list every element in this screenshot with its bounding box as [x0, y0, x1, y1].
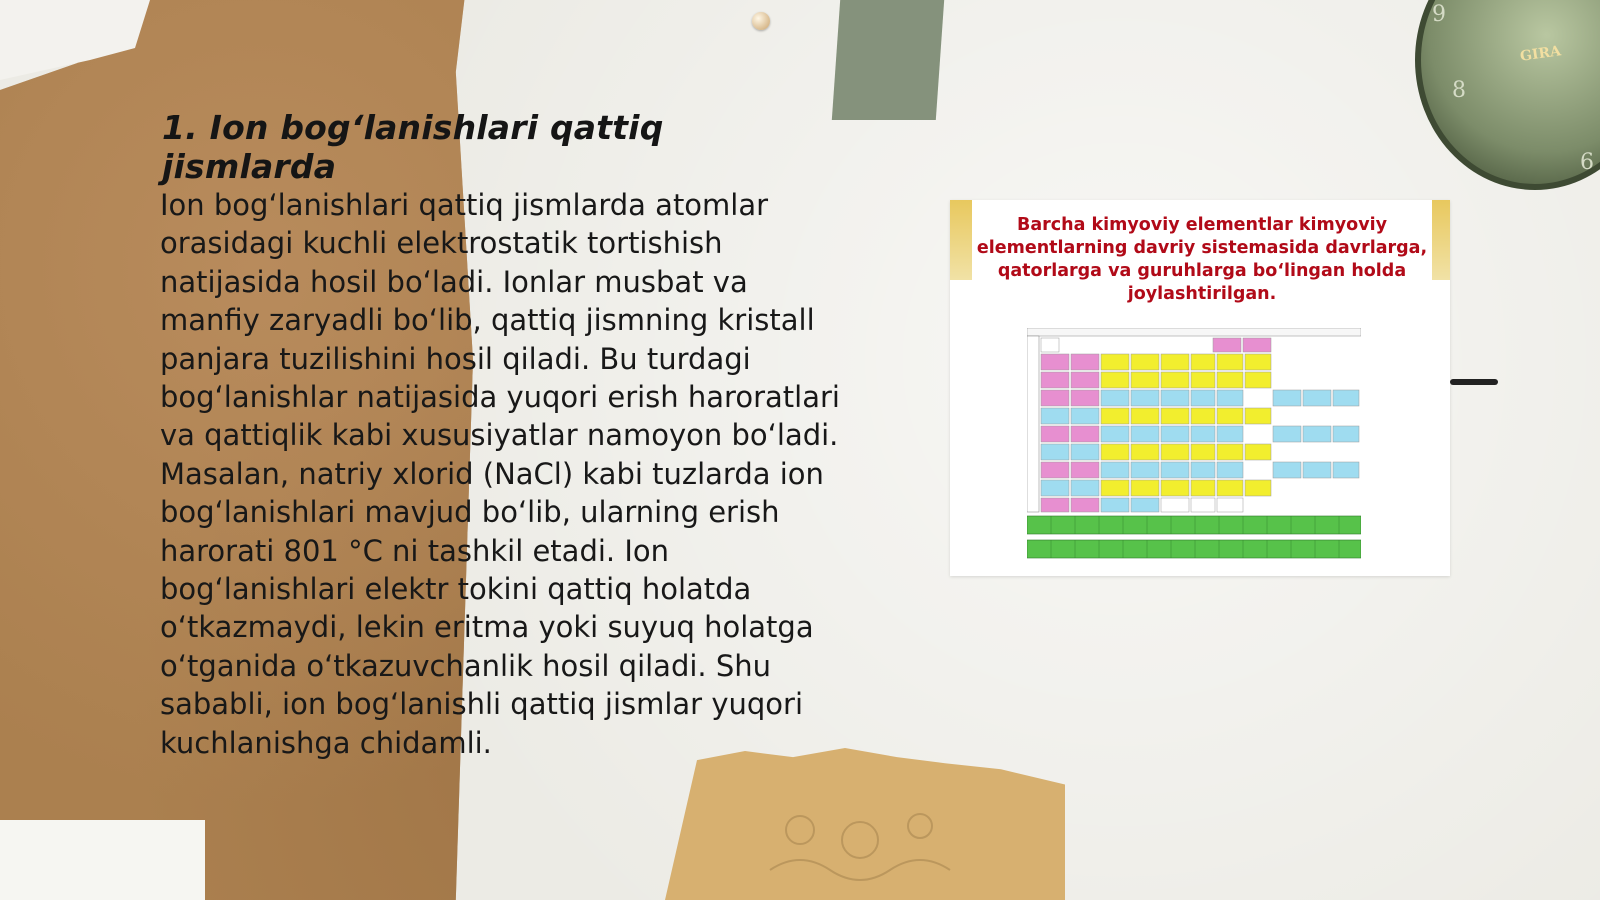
image-caption: Barcha kimyoviy elementlar kimyoviy elementlarning davriy sistemasida davrlarga, qatorlarga va guruhlarga bo‘lingan holda joylashtirilgan. [976, 215, 1428, 304]
periodic-table-image [950, 200, 1450, 576]
clock-numeral: 6 [1580, 150, 1594, 175]
card-stripe [1432, 200, 1450, 280]
slide-body-text: Ion bog‘lanishlari qattiq jismlarda atomlar orasidagi kuchli elektrostatik tortishish natijasida hosil bo‘ladi. Ionlar musbat va manfiy zaryadli bo‘lib, qattiq jismning kristall panjara tuzilishini hosil qiladi. Bu turdagi bog‘lanishlar natijasida yuqori erish haroratlari va qattiqlik kabi xususiyatlar namoyon bo‘ladi. Masalan, natriy xlorid (NaCl) kabi tuzlarda ion bog‘lanishlari mavjud bo‘lib, ularning erish harorati 801 °C ni tashkil etadi. Ion bog‘lanishlari elektr tokini qattiq holatda o‘tkazmaydi, lekin eritma yoki suyuq holatga o‘tganida o‘tkazuvchanlik hosil qiladi. Shu sababli, ion bog‘lanishli qattiq jismlar yuqori kuchlanishga chidamli. [160, 188, 840, 760]
periodic-table-grid [1027, 328, 1361, 560]
ornament-icon [760, 790, 960, 890]
clock-label: GIRA [1519, 43, 1562, 65]
clock-numeral: 9 [1432, 2, 1446, 27]
tape-strip [832, 0, 944, 120]
card-stripe [950, 200, 972, 280]
decorative-dash [1450, 379, 1498, 385]
slide-title: 1. Ion bog‘lanishlari qattiq jismlarda [162, 108, 664, 186]
clock-numeral: 8 [1452, 78, 1466, 103]
paper-scrap-bottom-left [0, 820, 205, 900]
pin-icon [752, 12, 770, 30]
